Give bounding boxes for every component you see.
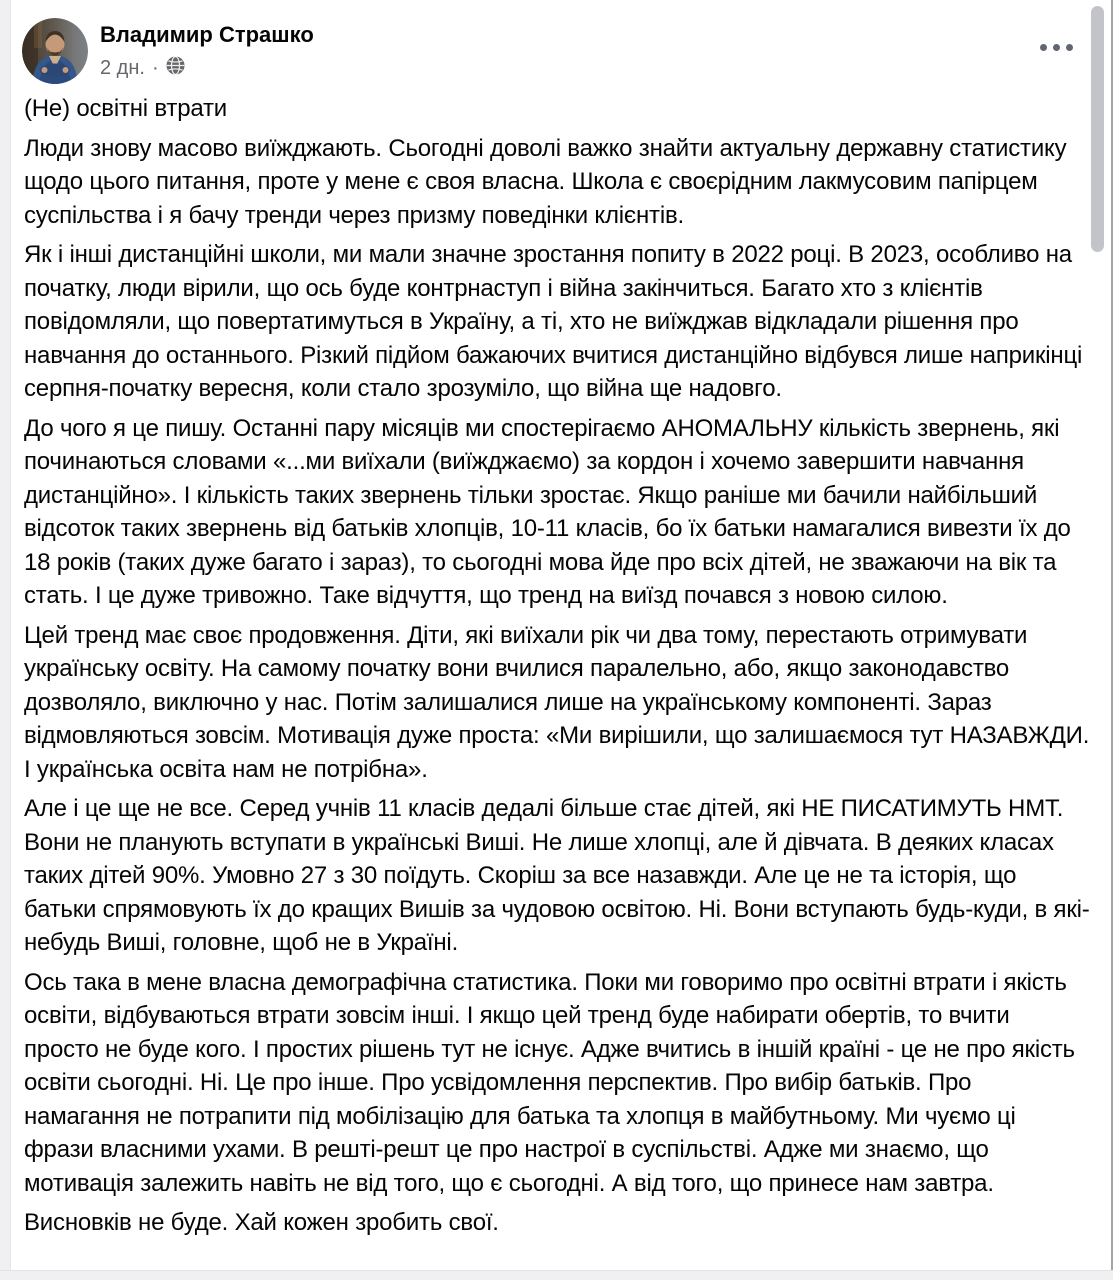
post-paragraph: Цей тренд має своє продовження. Діти, які виїхали рік чи два тому, перестають отримувати українську освіту. На самому початку вони вчилися паралельно, або, якщо законодавство дозволяло, виключно у нас. Потім залишалися лише на українському компоненті. Зараз відмовляються зовсім. Мотивація дуже проста: «Ми вирішили, що залишаємося тут НАЗАВЖДИ. І українська освіта нам не потрібна».	[24, 621, 1090, 783]
post-paragraph: Як і інші дистанційні школи, ми мали значне зростання попиту в 2022 році. В 2023, особливо на початку, люди вірили, що ось буде контрнаступ і війна закінчиться. Багато хто з клієнтів повідомляли, що повертатимуться в Україну, а ті, хто не виїжджав відкладали рішення про навчання до останнього. Різкий підйом бажаючих вчитися дистанційно відбувся лише наприкінці серпня-початку вересня, коли стало зрозуміло, що війна ще надовго.	[24, 241, 1083, 402]
post-title: (Не) освітні втрати	[24, 95, 227, 122]
ellipsis-icon	[1040, 44, 1047, 51]
meta-separator: ·	[151, 56, 159, 79]
post-paragraph: Люди знову масово виїжджають. Сьогодні доволі важко знайти актуальну державну статистику щодо цього питання, проте у мене є своя власна. Школа є своєрідним лакмусовим папірцем суспільства і я бачу тренди через призму поведінки клієнтів.	[24, 134, 1067, 229]
post-paragraph: До чого я це пишу. Останні пару місяців ми спостерігаємо АНОМАЛЬНУ кількість звернень, які починаються словами «...ми виїхали (виїжджаємо) за кордон і хочемо завершити навчання дистанційно». І кількість таких звернень тільки зростає. Якщо раніше ми бачили найбільший відсоток таких звернень від батьків хлопців, 10-11 класів, бо їх батьки намагалися вивезти їх до 18 років (таких дуже багато і зараз), то сьогодні мова йде про всіх дітей, не зважаючи на вік та стать. І це дуже тривожно. Таке відчуття, що тренд на виїзд почався з новою силою.	[24, 414, 1071, 609]
post-paragraph: Висновків не буде. Хай кожен зробить свої.	[24, 1209, 499, 1236]
avatar-photo	[22, 18, 88, 84]
avatar[interactable]	[22, 18, 88, 84]
post-meta	[100, 55, 314, 80]
post-body	[24, 92, 1090, 1246]
post-options-button[interactable]	[1036, 40, 1077, 55]
post-paragraph: Ось така в мене власна демографічна статистика. Поки ми говоримо про освітні втрати і якість освіти, відбуваються втрати зовсім інші. І якщо цей тренд буде набирати обертів, то вчити просто не буде кого. І простих рішень тут не існує. Адже вчитись в іншій країні - це не про якість освіти сьогодні. Ні. Це про інше. Про усвідомлення перспектив. Про вибір батьків. Про намагання не потрапити під мобілізацію для батька та хлопця в майбутньому. Ми чуємо ці фрази власними ухами. В решті-решт це про настрої в суспільстві. Адже ми знаємо, що мотивація залежить навіть не від того, що є сьогодні. А від того, що принесе нам завтра.	[24, 968, 1075, 1197]
page-bottom-edge	[0, 1270, 1113, 1280]
globe-icon	[166, 56, 185, 80]
page-left-edge	[0, 0, 11, 1280]
post-header-text	[100, 22, 314, 80]
scrollbar-thumb[interactable]	[1091, 6, 1104, 252]
author-name[interactable]: Владимир Страшко	[100, 22, 314, 47]
post-paragraph: Але і це ще не все. Серед учнів 11 класів дедалі більше стає дітей, які НЕ ПИСАТИМУТЬ НМТ. Вони не планують вступати в українські Виші. Не лише хлопці, але й дівчата. В деяких класах таких дітей 90%. Умовно 27 з 30 поїдуть. Скоріш за все назавжди. Але це не та історія, що батьки спрямовують їх до кращих Вишів за чудовою освітою. Ні. Вони вступають будь-куди, в які-небудь Виші, головне, щоб не в Україні.	[24, 795, 1090, 956]
timestamp[interactable]: 2 дн.	[100, 56, 145, 79]
